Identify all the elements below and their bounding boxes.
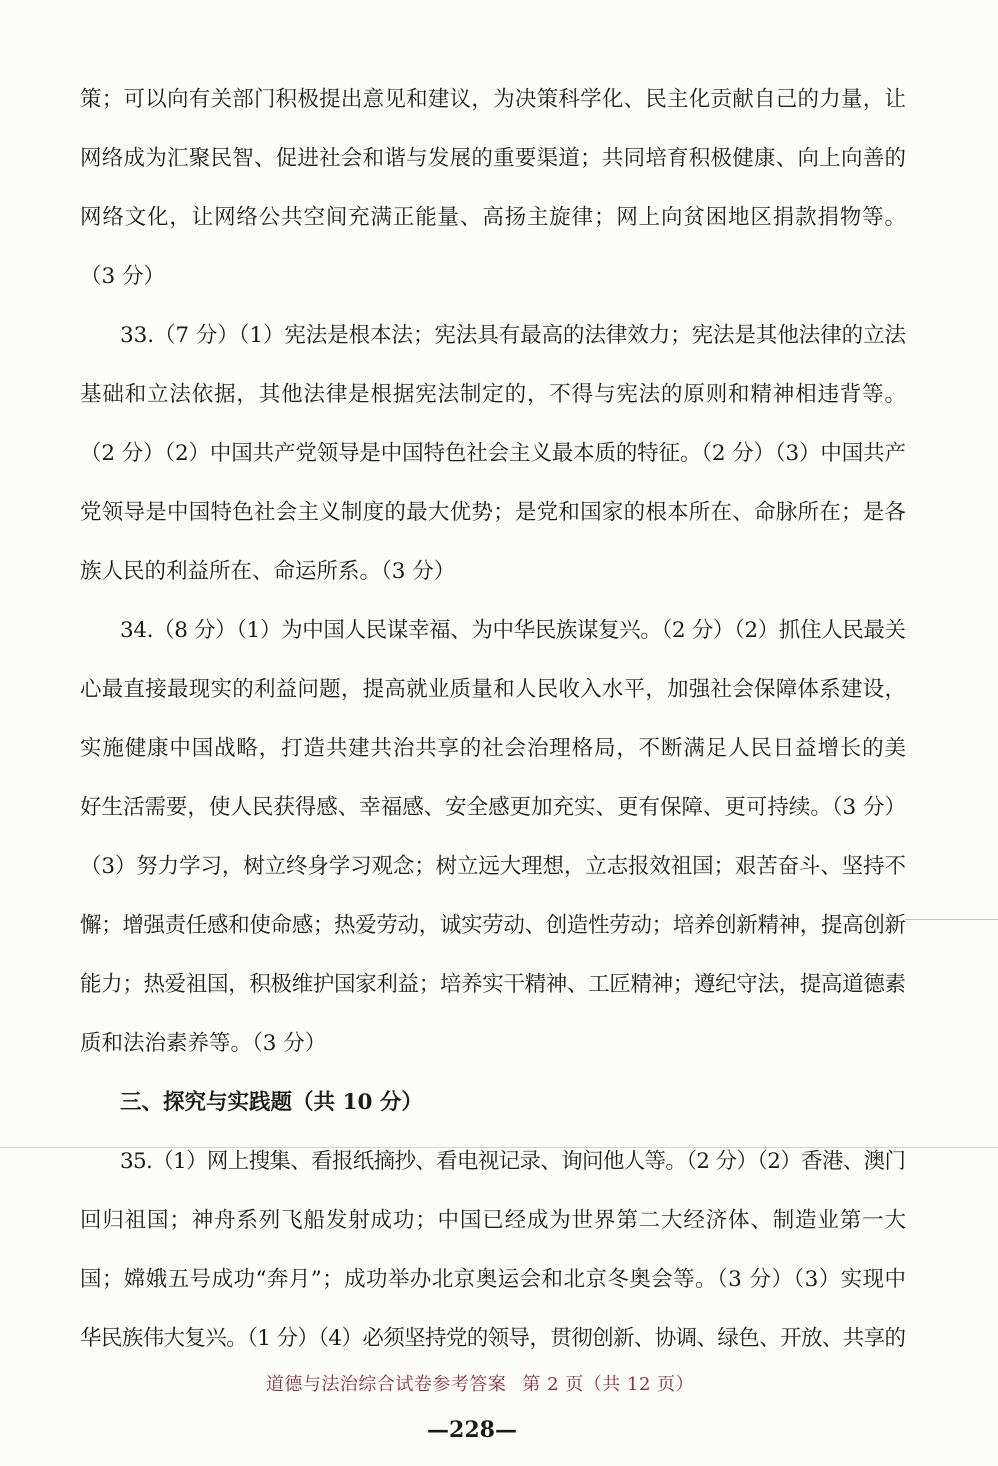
answer-33-line: 基础和立法依据，其他法律是根据宪法制定的，不得与宪法的原则和精神相违背等。: [80, 382, 907, 407]
answer-33-line: 党领导是中国特色社会主义制度的最大优势；是党和国家的根本所在、命脉所在；是各: [80, 500, 907, 525]
answer-34-line: 好生活需要，使人民获得感、幸福感、安全感更加充实、更有保障、更可持续。（3 分）: [80, 795, 906, 820]
answer-33-line: （2 分）（2）中国共产党领导是中国特色社会主义最本质的特征。（2 分）（3）中国共产: [80, 441, 906, 466]
answer-35-line: 回归祖国；神舟系列飞船发射成功；中国已经成为世界第二大经济体、制造业第一大: [80, 1208, 907, 1233]
scan-artifact-line: [905, 919, 998, 920]
section-heading: 三、探究与实践题（共 10 分）: [120, 1090, 423, 1115]
scan-artifact-line: [0, 1147, 998, 1148]
answer-continuation-line: （3 分）: [80, 264, 166, 289]
answer-34-line: 实施健康中国战略，打造共建共治共享的社会治理格局，不断满足人民日益增长的美: [80, 736, 907, 761]
answer-34-line: 质和法治素养等。（3 分）: [80, 1031, 327, 1056]
answer-34-line: 心最直接最现实的利益问题，提高就业质量和人民收入水平，加强社会保障体系建设，: [80, 677, 907, 702]
answer-34: [80, 601, 906, 1073]
page-footer: [200, 1370, 760, 1400]
answer-35: [80, 1132, 906, 1368]
answer-35-line: 华民族伟大复兴。（1 分）（4）必须坚持党的领导，贯彻创新、协调、绿色、开放、共享的: [80, 1326, 906, 1351]
answer-33-line: 33.（7 分）（1）宪法是根本法；宪法具有最高的法律效力；宪法是其他法律的立法: [120, 323, 906, 348]
page-number: —228—: [427, 1417, 517, 1443]
answer-continuation-line: 策；可以向有关部门积极提出意见和建议，为决策科学化、民主化贡献自己的力量，让: [80, 87, 907, 112]
answer-text-block: [80, 70, 906, 1368]
answer-34-line: （3）努力学习，树立终身学习观念；树立远大理想，立志报效祖国；艰苦奋斗、坚持不: [80, 854, 906, 879]
answer-continuation-line: 网络成为汇聚民智、促进社会和谐与发展的重要渠道；共同培育积极健康、向上向善的: [80, 146, 907, 171]
answer-35-line: 国；嫦娥五号成功“奔月”；成功举办北京奥运会和北京冬奥会等。（3 分）（3）实现中: [80, 1267, 907, 1292]
answer-continuation: [80, 70, 906, 306]
answer-33-line: 族人民的利益所在、命运所系。（3 分）: [80, 559, 456, 584]
answer-continuation-line: 网络文化，让网络公共空间充满正能量、高扬主旋律；网上向贫困地区捐款捐物等。: [80, 205, 907, 230]
answer-34-line: 能力；热爱祖国，积极维护国家利益；培养实干精神、工匠精神；遵纪守法，提高道德素: [80, 972, 906, 997]
footer-title: 道德与法治综合试卷参考答案: [265, 1374, 507, 1395]
footer-page-info: 第 2 页（共 12 页）: [522, 1374, 695, 1395]
answer-33: [80, 306, 906, 601]
answer-34-line: 懈；增强责任感和使命感；热爱劳动，诚实劳动、创造性劳动；培养创新精神，提高创新: [80, 913, 906, 938]
answer-34-line: 34.（8 分）（1）为中国人民谋幸福、为中华民族谋复兴。（2 分）（2）抓住人民最关: [120, 618, 906, 643]
answer-35-line: 35.（1）网上搜集、看报纸摘抄、看电视记录、询问他人等。（2 分）（2）香港、澳门: [120, 1149, 906, 1174]
